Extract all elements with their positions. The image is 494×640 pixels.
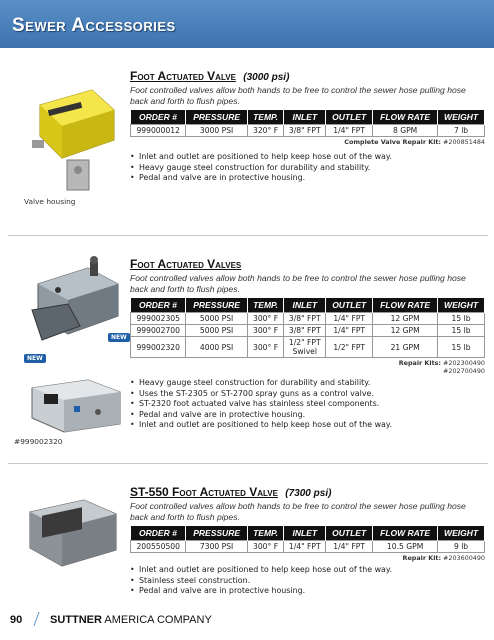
st550-valve-image <box>22 490 122 578</box>
spec-table <box>130 110 485 137</box>
section-description: Foot controlled valves allow both hands to be free to control the sewer hose pulling hose back and forth to flush pipes. <box>130 501 466 522</box>
repair-kit <box>130 138 485 146</box>
cell: 999000012 <box>131 125 186 137</box>
spec-table <box>130 526 485 553</box>
section-title-text: Foot Actuated Valve <box>130 69 236 83</box>
section-foot-actuated-valve <box>130 69 485 184</box>
company-name-bold: SUTTNER <box>50 614 102 626</box>
table-row <box>131 313 485 325</box>
cell: 999002700 <box>131 325 186 337</box>
cell: 7300 PSI <box>186 541 247 553</box>
cell: 8 GPM <box>373 125 438 137</box>
table-row <box>131 541 485 553</box>
list-item: • Inlet and outlet are positioned to help keep hose out of the way. <box>130 420 485 431</box>
col-outlet: OUTLET <box>326 526 373 541</box>
cell: 1/4" FPT <box>326 313 373 325</box>
cell: 1/4" FPT <box>326 541 373 553</box>
cell: 1/2" FPT <box>326 337 373 358</box>
company-name <box>50 614 212 626</box>
new-badge: NEW <box>24 354 46 363</box>
cell: 999002320 <box>131 337 186 358</box>
col-order: ORDER # <box>131 110 186 125</box>
feature-list <box>130 565 485 597</box>
cell: 12 GPM <box>373 313 438 325</box>
col-weight: WEIGHT <box>438 298 485 313</box>
cell: 4000 PSI <box>186 337 247 358</box>
cell: 300° F <box>247 337 283 358</box>
caption-valve-housing: Valve housing <box>24 197 76 206</box>
col-temp: TEMP. <box>247 110 283 125</box>
cell: 320° F <box>247 125 283 137</box>
repair-kit-value: #203600490 <box>443 554 485 562</box>
col-outlet: OUTLET <box>326 298 373 313</box>
col-pressure: PRESSURE <box>186 298 247 313</box>
feature-list <box>130 378 485 431</box>
repair-kit-label: Repair Kit: <box>402 554 441 562</box>
cell: 5000 PSI <box>186 325 247 337</box>
list-item: • Pedal and valve are in protective housing. <box>130 173 485 184</box>
cell: 1/4" FPT <box>326 325 373 337</box>
col-order: ORDER # <box>131 298 186 313</box>
cell: 1/4" FPT <box>326 125 373 137</box>
section-description: Foot controlled valves allow both hands to be free to control the sewer hose pulling hose back and forth to flush pipes. <box>130 273 466 294</box>
col-pressure: PRESSURE <box>186 526 247 541</box>
col-weight: WEIGHT <box>438 526 485 541</box>
section-title-text: Foot Actuated Valves <box>130 257 242 271</box>
cell: 300° F <box>247 313 283 325</box>
section-st550-foot-actuated-valve <box>130 485 485 597</box>
cell: 10.5 GPM <box>373 541 438 553</box>
company-name-rest: AMERICA COMPANY <box>104 614 212 626</box>
cell: 300° F <box>247 541 283 553</box>
cell: 999002305 <box>131 313 186 325</box>
col-weight: WEIGHT <box>438 110 485 125</box>
cell: 200550500 <box>131 541 186 553</box>
section-subtitle: (3000 psi) <box>243 72 290 83</box>
cell: 12 GPM <box>373 325 438 337</box>
col-flow-rate: FLOW RATE <box>373 526 438 541</box>
cell: 3/8" FPT <box>284 125 326 137</box>
divider <box>8 463 488 464</box>
table-row <box>131 125 485 137</box>
table-header-row <box>131 110 485 125</box>
repair-kit-label: Repair Kits: <box>398 359 441 367</box>
section-title <box>130 257 485 271</box>
table-header-row <box>131 298 485 313</box>
section-subtitle: (7300 psi) <box>285 488 332 499</box>
caption-999002320: #999002320 <box>14 437 63 446</box>
cell: 3/8" FPT <box>284 325 326 337</box>
col-flow-rate: FLOW RATE <box>373 298 438 313</box>
feature-list <box>130 152 485 184</box>
list-item: • Inlet and outlet are positioned to help keep hose out of the way. <box>130 565 485 576</box>
stainless-valve-image <box>28 372 124 434</box>
cell: 15 lb <box>438 325 485 337</box>
repair-kit-value: #200851484 <box>443 138 485 146</box>
cell: 1/2" FPT Swivel <box>284 337 326 358</box>
repair-kit-value-2: #202700490 <box>443 367 485 375</box>
page-title: Sewer Accessories <box>12 15 176 36</box>
cell: 3000 PSI <box>186 125 247 137</box>
list-item: • Pedal and valve are in protective housing. <box>130 410 485 421</box>
cell: 1/4" FPT <box>284 541 326 553</box>
table-row <box>131 337 485 358</box>
col-order: ORDER # <box>131 526 186 541</box>
cell: 300° F <box>247 325 283 337</box>
section-description: Foot controlled valves allow both hands to be free to control the sewer hose pulling hose back and forth to flush pipes. <box>130 85 466 106</box>
cell: 15 lb <box>438 313 485 325</box>
section-title <box>130 485 485 499</box>
list-item: • Inlet and outlet are positioned to help keep hose out of the way. <box>130 152 485 163</box>
new-badge: NEW <box>108 333 130 342</box>
cell: 5000 PSI <box>186 313 247 325</box>
repair-kit <box>130 359 485 375</box>
col-temp: TEMP. <box>247 526 283 541</box>
table-row <box>131 325 485 337</box>
list-item: • Heavy gauge steel construction for durability and stability. <box>130 378 485 389</box>
col-pressure: PRESSURE <box>186 110 247 125</box>
cell: 7 lb <box>438 125 485 137</box>
cell: 21 GPM <box>373 337 438 358</box>
col-inlet: INLET <box>284 526 326 541</box>
cell: 9 lb <box>438 541 485 553</box>
list-item: • Heavy gauge steel construction for durability and stability. <box>130 163 485 174</box>
col-temp: TEMP. <box>247 298 283 313</box>
list-item: • Pedal and valve are in protective housing. <box>130 586 485 597</box>
list-item: • ST-2320 foot actuated valve has stainless steel components. <box>130 399 485 410</box>
page-number: 90 <box>10 614 23 626</box>
divider <box>8 235 488 236</box>
list-item: • Stainless steel construction. <box>130 576 485 587</box>
list-item: • Uses the ST-2305 or ST-2700 spray guns as a control valve. <box>130 389 485 400</box>
section-title <box>130 69 485 83</box>
section-title-text: ST-550 Foot Actuated Valve <box>130 485 278 499</box>
cell: 3/8" FPT <box>284 313 326 325</box>
col-outlet: OUTLET <box>326 110 373 125</box>
table-header-row <box>131 526 485 541</box>
repair-kit-value: #202300490 <box>443 359 485 367</box>
repair-kit-label: Complete Valve Repair Kit: <box>344 138 441 146</box>
footer-divider <box>33 612 39 626</box>
col-inlet: INLET <box>284 110 326 125</box>
repair-kit <box>130 554 485 562</box>
col-flow-rate: FLOW RATE <box>373 110 438 125</box>
col-inlet: INLET <box>284 298 326 313</box>
cell: 15 lb <box>438 337 485 358</box>
section-foot-actuated-valves <box>130 257 485 431</box>
yellow-valve-image <box>22 70 122 195</box>
spec-table <box>130 298 485 358</box>
